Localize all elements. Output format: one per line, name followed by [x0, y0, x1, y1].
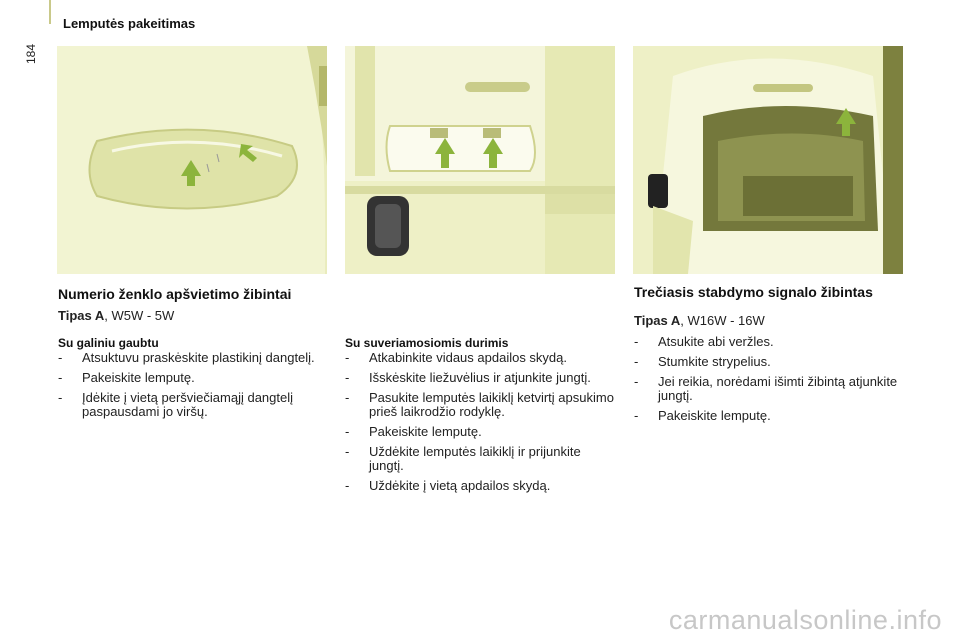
illustration-rear-hatch: [633, 46, 903, 274]
type-value: , W16W - 16W: [680, 313, 765, 328]
steps-tailgate: [58, 351, 328, 425]
type-line-left: [58, 308, 174, 323]
page-number: 184: [24, 43, 38, 64]
list-item: - Atkabinkite vidaus apdailos skydą.: [345, 350, 568, 365]
type-label: Tipas A: [634, 313, 681, 328]
list-item: - Stumkite strypelius.: [634, 354, 771, 369]
list-item: - Uždėkite lemputės laikiklį ir prijunkite jungtį.: [345, 444, 581, 473]
section-title: Lemputės pakeitimas: [63, 16, 196, 31]
list-item: - Atsukite abi veržles.: [634, 334, 774, 349]
steps-sliding-door: [345, 351, 615, 499]
type-line-right: [634, 313, 765, 328]
list-item: - Pasukite lemputės laikiklį ketvirtį apsukimo prieš laikrodžio rodyklę.: [345, 390, 614, 419]
steps-third-brake-light: [634, 335, 904, 429]
type-label: Tipas A: [58, 308, 105, 323]
list-item: - Uždėkite į vietą apdailos skydą.: [345, 478, 551, 493]
list-item: - Pakeiskite lemputę.: [345, 424, 482, 439]
illustration-sliding-door: [345, 46, 615, 274]
list-item: - Išskėskite liežuvėlius ir atjunkite jungtį.: [345, 370, 591, 385]
list-item: - Jei reikia, norėdami išimti žibintą atjunkite jungtį.: [634, 374, 898, 403]
list-item: - Atsuktuvu praskėskite plastikinį dangtelį.: [58, 350, 315, 365]
subheading-tailgate: Su galiniu gaubtu: [58, 336, 159, 350]
watermark: carmanualsonline.info: [668, 605, 942, 635]
subheading-sliding-door: Su suveriamosiomis durimis: [345, 336, 509, 350]
heading-license-plate-lamps: Numerio ženklo apšvietimo žibintai: [58, 286, 292, 302]
margin-rule: [49, 0, 51, 24]
type-value: , W5W - 5W: [104, 308, 175, 323]
list-item: - Įdėkite į vietą peršviečiamąjį dangtelį paspausdami jo viršų.: [58, 390, 293, 419]
list-item: - Pakeiskite lemputę.: [58, 370, 195, 385]
illustration-tailgate: [57, 46, 327, 274]
heading-third-brake-light: Trečiasis stabdymo signalo žibintas: [634, 284, 873, 300]
list-item: - Pakeiskite lemputę.: [634, 408, 771, 423]
